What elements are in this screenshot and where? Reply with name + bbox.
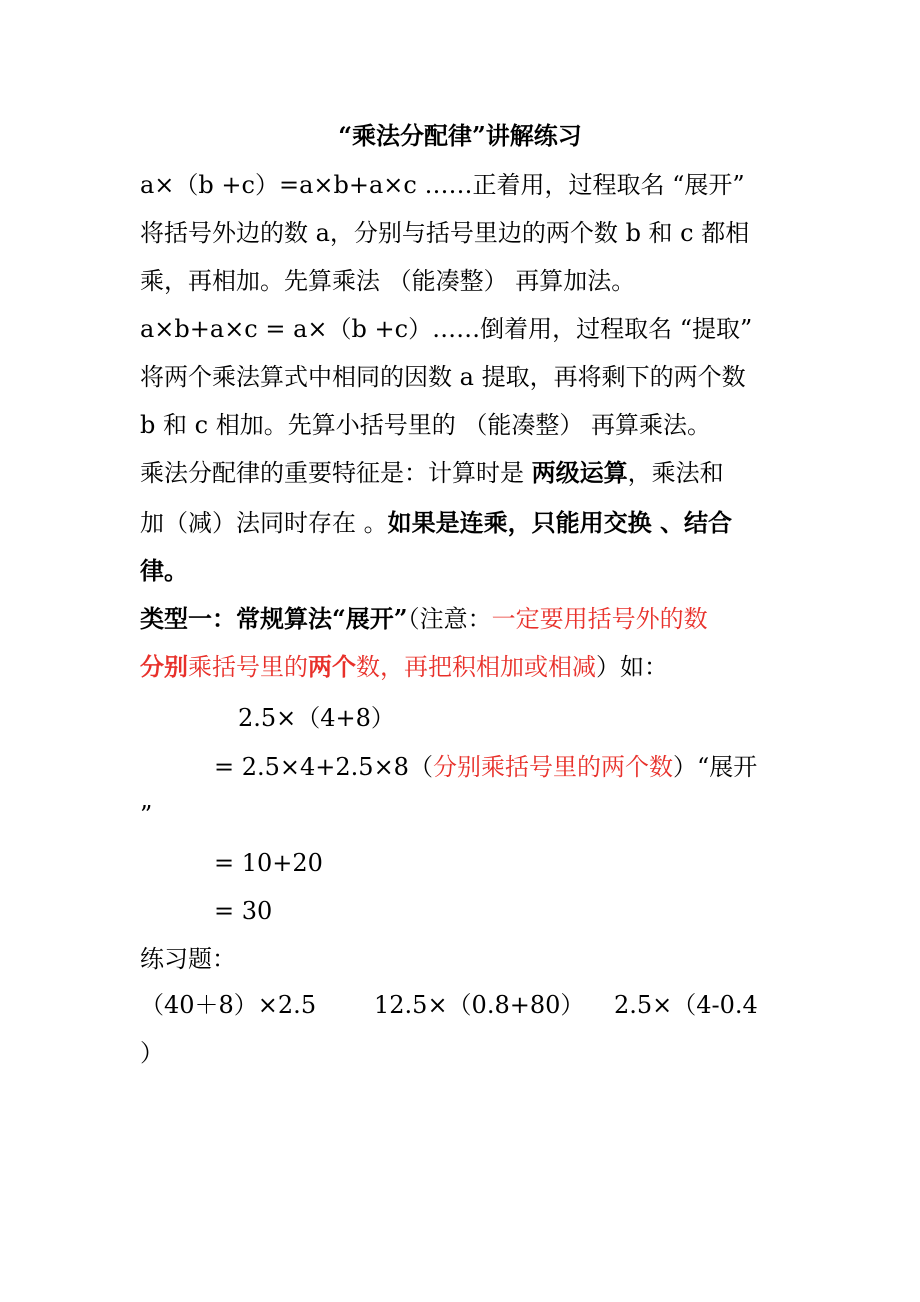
type1-note-red: 乘括号里的 [188,653,308,681]
example-step-3: = 10+20 [214,849,323,877]
feature-emphasis: 如果是连乘，只能用交换 、结合 [387,508,732,537]
reverse-description-line-1: 将两个乘法算式中相同的因数 a 提取，再将剩下的两个数 [140,363,746,391]
feature-text: 加（减）法同时存在 。 [140,509,388,537]
feature-emphasis: 两级运算 [531,458,628,487]
forward-formula: a×（b +c）=a×b+a×c ……正着用，过程取名 “展开” [140,171,745,199]
feature-line-3: 律。 [140,556,188,585]
feature-text: 乘法分配律的重要特征是：计算时是 [140,459,532,487]
feature-line-1 [140,458,724,488]
type1-note-red: 一定要用括号外的数 [491,605,708,633]
type1-heading: 类型一：常规算法“展开” [140,604,408,633]
type1-heading-line-1 [140,604,708,634]
exercise-question-1: （40＋8）×2.5 [140,991,317,1019]
exercise-question-3: 2.5×（4-0.4 [614,991,758,1019]
forward-description-line-1: 将括号外边的数 a，分别与括号里边的两个数 b 和 c 都相 [140,219,750,247]
exercise-label: 练习题： [140,945,236,973]
type1-heading-line-2 [140,652,668,682]
type1-note-red: 数，再把积相加或相减 [356,653,596,681]
exercise-question-3-wrap: ） [140,1039,164,1067]
exercise-question-2: 12.5×（0.8+80） [374,991,585,1019]
feature-text: ，乘法和 [627,459,724,487]
example-label: ）“展开 [672,753,758,781]
reverse-formula: a×b+a×c = a×（b +c）……倒着用，过程取名 “提取” [140,315,753,343]
example-step-4: = 30 [214,897,273,925]
type1-note-close: ）如： [596,653,668,681]
type1-note-red-bold: 分别 [140,652,188,681]
type1-note-red-bold: 两个 [308,652,356,681]
reverse-description-line-2: b 和 c 相加。先算小括号里的 （能凑整） 再算乘法。 [140,411,711,439]
document-title: “乘法分配律”讲解练习 [338,121,582,150]
example-annotation: 分别乘括号里的两个数 [432,753,673,781]
forward-description-line-2: 乘，再相加。先算乘法 （能凑整） 再算加法。 [140,267,636,295]
example-step-2 [214,752,757,782]
feature-line-2 [140,508,732,538]
example-expression: = 2.5×4+2.5×8（ [214,753,433,781]
example-step-1: 2.5×（4+8） [238,704,395,732]
type1-note-open: （注意： [407,605,492,633]
example-step-2-wrap: ” [140,801,153,829]
